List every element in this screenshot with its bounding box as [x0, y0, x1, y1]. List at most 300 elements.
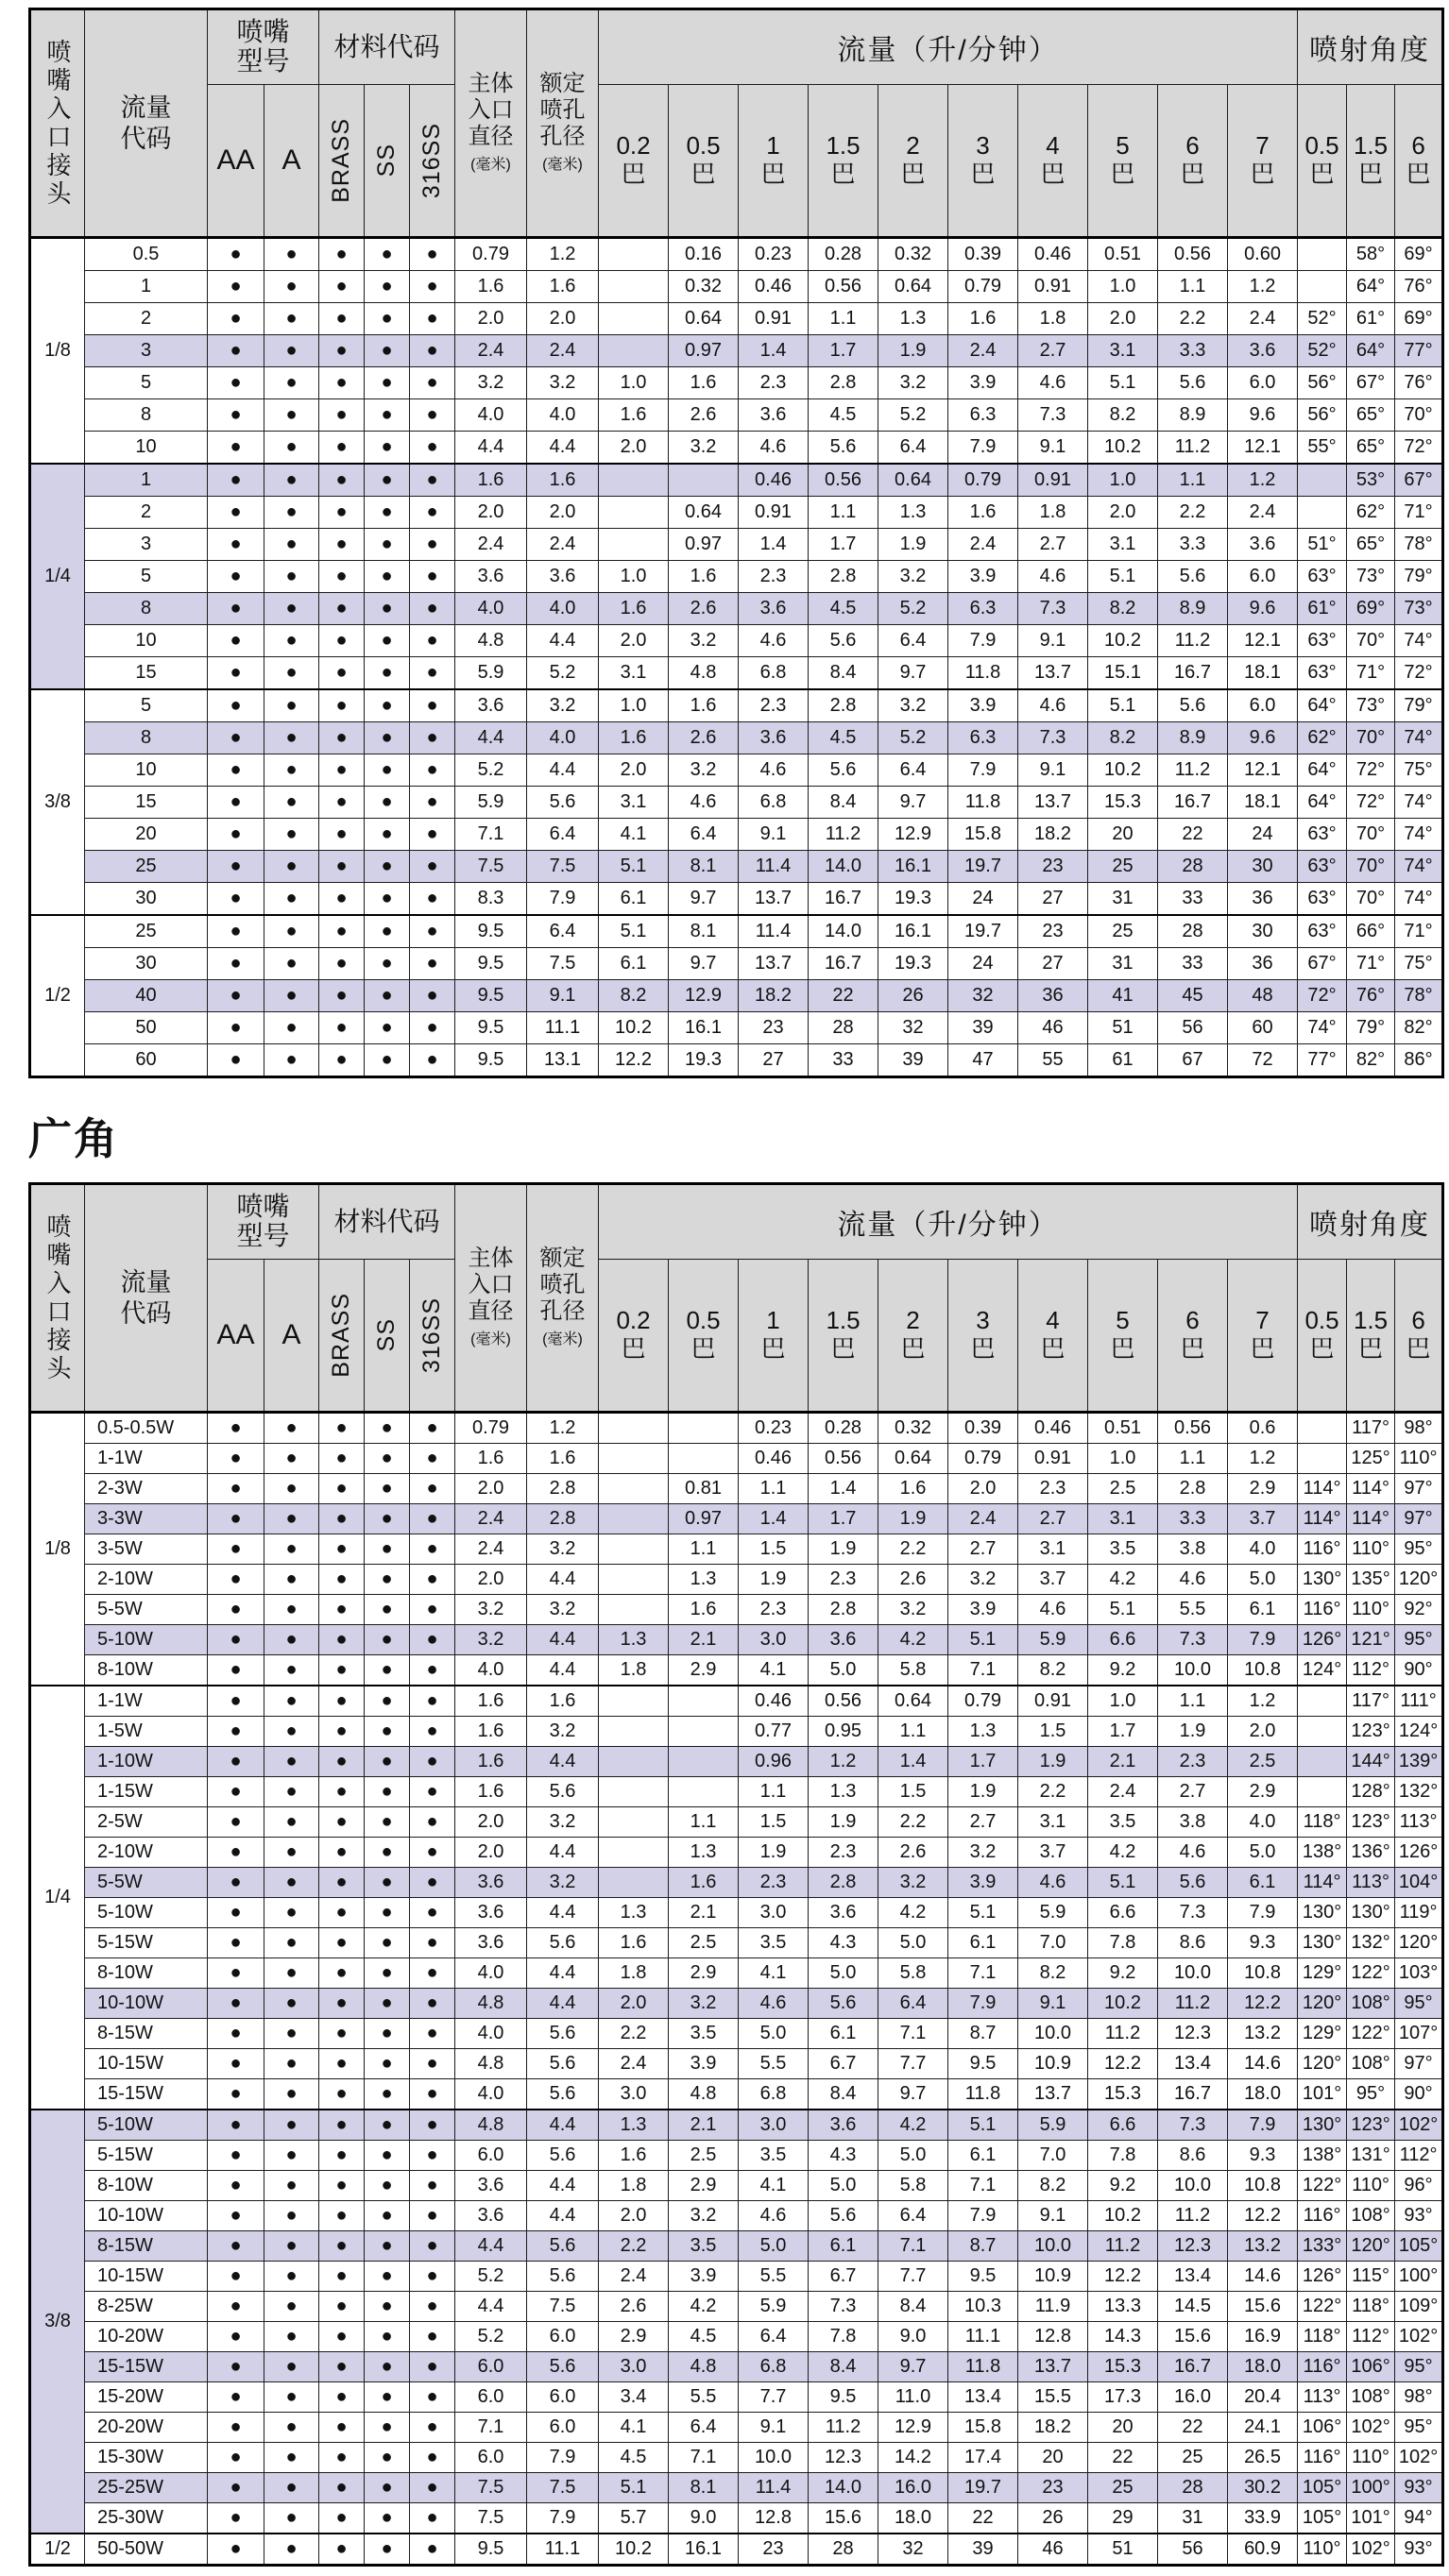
- flow-value-cell: 8.7: [948, 2019, 1018, 2049]
- flow-value-cell: 19.3: [878, 948, 948, 980]
- availability-dot: ●: [410, 787, 455, 819]
- flow-value-cell: 2.3: [809, 1565, 878, 1595]
- availability-dot: ●: [319, 2352, 365, 2382]
- availability-dot: ●: [208, 335, 264, 367]
- availability-dot: ●: [264, 1868, 319, 1898]
- angle-value-cell: 114°: [1298, 1868, 1347, 1898]
- body-diameter-cell: 4.4: [455, 722, 527, 754]
- flow-value-cell: 0.95: [809, 1717, 878, 1747]
- flow-value-cell: 1.9: [809, 1807, 878, 1838]
- availability-dot: ●: [319, 787, 365, 819]
- flow-code-cell: 10-20W: [85, 2322, 208, 2352]
- orifice-diameter-cell: 5.6: [527, 1928, 599, 1958]
- availability-dot: ●: [208, 2079, 264, 2110]
- flow-value-cell: 18.1: [1228, 657, 1298, 690]
- flow-value-cell: 20.4: [1228, 2382, 1298, 2413]
- flow-value-cell: 23: [739, 2534, 809, 2566]
- angle-value-cell: 110°: [1347, 1534, 1395, 1565]
- flow-value-cell: 3.6: [1228, 335, 1298, 367]
- body-diameter-cell: 6.0: [455, 2141, 527, 2171]
- flow-value-cell: 1.7: [1088, 1717, 1158, 1747]
- angle-value-cell: 76°: [1347, 980, 1395, 1012]
- angle-value-cell: 100°: [1395, 2262, 1443, 2292]
- table-row: [30, 1868, 1443, 1898]
- flow-value-cell: 30.2: [1228, 2473, 1298, 2503]
- flow-value-cell: 0.32: [878, 1413, 948, 1444]
- flow-value-cell: 8.2: [1018, 1655, 1088, 1686]
- angle-value-cell: 102°: [1395, 2443, 1443, 2473]
- inlet-header-vertical-text: 喷嘴入口接头: [43, 1212, 72, 1383]
- availability-dot: ●: [319, 1504, 365, 1534]
- flow-value-cell: 4.5: [809, 399, 878, 432]
- body-diameter-cell: 1.6: [455, 1444, 527, 1474]
- column-header-model-a: A: [264, 1260, 319, 1413]
- flow-value-cell: 15.3: [1088, 2079, 1158, 2110]
- angle-value-cell: 122°: [1347, 2019, 1395, 2049]
- availability-dot: ●: [365, 2019, 410, 2049]
- availability-dot: ●: [365, 497, 410, 529]
- angle-value-cell: 73°: [1347, 561, 1395, 593]
- flow-value-cell: 5.1: [1088, 1595, 1158, 1625]
- angle-value-cell: 113°: [1298, 2382, 1347, 2413]
- flow-value-cell: 16.0: [1158, 2382, 1228, 2413]
- availability-dot: ●: [319, 399, 365, 432]
- flow-value-cell: 6.7: [809, 2049, 878, 2079]
- flow-value-cell: 28: [809, 2534, 878, 2566]
- flow-code-cell: 3-5W: [85, 1534, 208, 1565]
- angle-value-cell: 97°: [1395, 1504, 1443, 1534]
- angle-value-cell: 114°: [1347, 1474, 1395, 1504]
- flow-value-cell: [599, 1717, 669, 1747]
- body-diameter-cell: 3.2: [455, 1625, 527, 1655]
- flow-value-cell: 4.6: [669, 787, 739, 819]
- flow-value-cell: 8.4: [809, 787, 878, 819]
- flow-value-cell: 2.8: [809, 1868, 878, 1898]
- flow-code-cell: 0.5-0.5W: [85, 1413, 208, 1444]
- angle-value-cell: 102°: [1347, 2534, 1395, 2566]
- orifice-diameter-cell: 5.6: [527, 2079, 599, 2110]
- availability-dot: ●: [208, 883, 264, 916]
- availability-dot: ●: [365, 271, 410, 303]
- flow-value-cell: 39: [948, 2534, 1018, 2566]
- flow-value-cell: 12.9: [669, 980, 739, 1012]
- flow-value-cell: 10.8: [1228, 2171, 1298, 2201]
- column-header-flow-rate: 流量（升/分钟）: [599, 9, 1298, 85]
- availability-dot: ●: [410, 593, 455, 625]
- orifice-diameter-cell: 5.6: [527, 2231, 599, 2262]
- flow-value-cell: 26.5: [1228, 2443, 1298, 2473]
- angle-value-cell: 103°: [1395, 1958, 1443, 1989]
- availability-dot: ●: [319, 238, 365, 271]
- column-header-pressure-7bar: 7 巴: [1228, 85, 1298, 238]
- availability-dot: ●: [208, 819, 264, 851]
- angle-value-cell: 108°: [1347, 2201, 1395, 2231]
- availability-dot: ●: [365, 2079, 410, 2110]
- flow-value-cell: 6.1: [1228, 1595, 1298, 1625]
- angle-value-cell: 120°: [1347, 2231, 1395, 2262]
- availability-dot: ●: [208, 1655, 264, 1686]
- flow-value-cell: 15.1: [1088, 657, 1158, 690]
- availability-dot: ●: [365, 625, 410, 657]
- angle-value-cell: 72°: [1395, 432, 1443, 465]
- flow-code-cell: 50-50W: [85, 2534, 208, 2566]
- flow-value-cell: 16.1: [669, 1012, 739, 1044]
- flow-value-cell: 6.4: [878, 625, 948, 657]
- availability-dot: ●: [264, 1686, 319, 1717]
- flow-value-cell: 13.4: [1158, 2262, 1228, 2292]
- flow-value-cell: 3.7: [1228, 1504, 1298, 1534]
- flow-value-cell: 1.3: [599, 2110, 669, 2141]
- table-row: [30, 689, 1443, 722]
- flow-value-cell: 5.8: [878, 1958, 948, 1989]
- flow-value-cell: 56: [1158, 1012, 1228, 1044]
- flow-value-cell: 12.2: [1228, 1989, 1298, 2019]
- angle-value-cell: 114°: [1298, 1504, 1347, 1534]
- angle-value-cell: 110°: [1347, 2443, 1395, 2473]
- table-row: [30, 819, 1443, 851]
- angle-value-cell: 119°: [1395, 1898, 1443, 1928]
- angle-value-cell: 75°: [1395, 948, 1443, 980]
- flow-code-cell: 2-3W: [85, 1474, 208, 1504]
- flow-value-cell: 5.1: [1088, 1868, 1158, 1898]
- availability-dot: ●: [208, 1044, 264, 1077]
- flow-value-cell: 0.81: [669, 1474, 739, 1504]
- angle-value-cell: 78°: [1395, 980, 1443, 1012]
- flow-value-cell: 25: [1088, 851, 1158, 883]
- flow-value-cell: 48: [1228, 980, 1298, 1012]
- material-vertical-text: BRASS: [328, 1293, 355, 1378]
- flow-value-cell: 7.8: [809, 2322, 878, 2352]
- flow-value-cell: 10.2: [599, 2534, 669, 2566]
- availability-dot: ●: [208, 851, 264, 883]
- angle-value-cell: 51°: [1298, 529, 1347, 561]
- column-header-pressure-5bar: 5 巴: [1088, 85, 1158, 238]
- flow-value-cell: 1.2: [809, 1747, 878, 1777]
- angle-value-cell: 64°: [1298, 787, 1347, 819]
- availability-dot: ●: [365, 561, 410, 593]
- flow-code-cell: 5-15W: [85, 2141, 208, 2171]
- flow-value-cell: 12.2: [1088, 2049, 1158, 2079]
- availability-dot: ●: [410, 1928, 455, 1958]
- availability-dot: ●: [319, 2292, 365, 2322]
- availability-dot: ●: [264, 561, 319, 593]
- angle-value-cell: 122°: [1347, 1958, 1395, 1989]
- angle-value-cell: 120°: [1395, 1928, 1443, 1958]
- flow-value-cell: 3.5: [739, 1928, 809, 1958]
- orifice-diameter-cell: 5.6: [527, 2141, 599, 2171]
- flow-value-cell: 0.28: [809, 1413, 878, 1444]
- flow-code-cell: 30: [85, 883, 208, 916]
- availability-dot: ●: [208, 1747, 264, 1777]
- flow-value-cell: 3.2: [878, 1868, 948, 1898]
- availability-dot: ●: [410, 1717, 455, 1747]
- availability-dot: ●: [365, 787, 410, 819]
- flow-value-cell: 2.0: [599, 625, 669, 657]
- flow-code-cell: 10: [85, 754, 208, 787]
- orifice-diameter-cell: 4.4: [527, 754, 599, 787]
- body-diameter-cell: 2.0: [455, 1474, 527, 1504]
- angle-value-cell: 90°: [1395, 2079, 1443, 2110]
- flow-value-cell: 3.9: [669, 2262, 739, 2292]
- flow-value-cell: 2.4: [599, 2262, 669, 2292]
- flow-value-cell: 11.8: [948, 2352, 1018, 2382]
- availability-dot: ●: [208, 2171, 264, 2201]
- availability-dot: ●: [365, 1444, 410, 1474]
- angle-value-cell: 53°: [1347, 464, 1395, 497]
- flow-value-cell: 2.4: [1088, 1777, 1158, 1807]
- flow-value-cell: 2.8: [809, 689, 878, 722]
- orifice-diameter-cell: 7.5: [527, 2292, 599, 2322]
- angle-value-cell: 120°: [1298, 1989, 1347, 2019]
- flow-value-cell: 8.9: [1158, 593, 1228, 625]
- angle-value-cell: 116°: [1298, 1534, 1347, 1565]
- flow-value-cell: 6.8: [739, 2352, 809, 2382]
- flow-value-cell: 2.3: [739, 1595, 809, 1625]
- flow-value-cell: 9.1: [1018, 754, 1088, 787]
- availability-dot: ●: [264, 625, 319, 657]
- column-header-body-inlet-diameter: 主体 入口 直径 (毫米): [455, 1184, 527, 1413]
- angle-value-cell: 72°: [1347, 754, 1395, 787]
- flow-value-cell: 1.1: [1158, 271, 1228, 303]
- angle-value-cell: 93°: [1395, 2201, 1443, 2231]
- flow-value-cell: 17.3: [1088, 2382, 1158, 2413]
- availability-dot: ●: [319, 1413, 365, 1444]
- availability-dot: ●: [410, 1534, 455, 1565]
- flow-value-cell: 0.91: [1018, 1444, 1088, 1474]
- availability-dot: ●: [264, 1444, 319, 1474]
- angle-value-cell: 128°: [1347, 1777, 1395, 1807]
- flow-value-cell: 1.7: [809, 335, 878, 367]
- flow-value-cell: 7.8: [1088, 1928, 1158, 1958]
- column-header-pressure-5bar: 5 巴: [1088, 1260, 1158, 1413]
- flow-value-cell: 0.96: [739, 1747, 809, 1777]
- flow-value-cell: 10.0: [1158, 2171, 1228, 2201]
- flow-value-cell: 1.6: [948, 303, 1018, 335]
- flow-value-cell: 18.2: [1018, 819, 1088, 851]
- flow-value-cell: 2.1: [669, 2110, 739, 2141]
- flow-value-cell: 0.56: [809, 1444, 878, 1474]
- orifice-diameter-cell: 9.1: [527, 980, 599, 1012]
- flow-value-cell: 1.4: [739, 529, 809, 561]
- angle-value-cell: 108°: [1347, 2049, 1395, 2079]
- flow-value-cell: 0.60: [1228, 238, 1298, 271]
- table-row: [30, 271, 1443, 303]
- flow-value-cell: 5.9: [1018, 2110, 1088, 2141]
- flow-value-cell: 6.7: [809, 2262, 878, 2292]
- availability-dot: ●: [208, 1838, 264, 1868]
- orifice-diameter-cell: 6.0: [527, 2382, 599, 2413]
- table-row: [30, 1747, 1443, 1777]
- orifice-diameter-cell: 4.4: [527, 432, 599, 465]
- flow-value-cell: 3.6: [809, 1625, 878, 1655]
- flow-value-cell: 3.7: [1018, 1565, 1088, 1595]
- table-body: [30, 1413, 1443, 2566]
- flow-code-cell: 10-10W: [85, 1989, 208, 2019]
- flow-value-cell: 2.2: [1018, 1777, 1088, 1807]
- flow-value-cell: 3.9: [948, 561, 1018, 593]
- angle-value-cell: 132°: [1395, 1777, 1443, 1807]
- orifice-diameter-cell: 4.4: [527, 1838, 599, 1868]
- orifice-diameter-cell: 11.1: [527, 1012, 599, 1044]
- availability-dot: ●: [365, 1958, 410, 1989]
- flow-value-cell: 9.0: [669, 2503, 739, 2534]
- column-header-spray-angle: 喷射角度: [1298, 1184, 1443, 1260]
- angle-value-cell: 65°: [1347, 529, 1395, 561]
- flow-value-cell: 1.7: [809, 529, 878, 561]
- flow-value-cell: 2.0: [599, 754, 669, 787]
- flow-value-cell: 1.3: [599, 1898, 669, 1928]
- flow-value-cell: 14.0: [809, 2473, 878, 2503]
- body-diameter-cell: 4.8: [455, 1989, 527, 2019]
- flow-value-cell: 4.2: [669, 2292, 739, 2322]
- availability-dot: ●: [208, 1534, 264, 1565]
- availability-dot: ●: [208, 1777, 264, 1807]
- orifice-diameter-cell: 4.0: [527, 399, 599, 432]
- flow-value-cell: 20: [1088, 2413, 1158, 2443]
- flow-value-cell: 5.7: [599, 2503, 669, 2534]
- material-vertical-text: 316SS: [418, 122, 446, 199]
- flow-code-cell: 25-25W: [85, 2473, 208, 2503]
- flow-value-cell: 1.8: [599, 2171, 669, 2201]
- availability-dot: ●: [264, 1777, 319, 1807]
- flow-value-cell: 2.6: [878, 1838, 948, 1868]
- flow-value-cell: 2.5: [669, 2141, 739, 2171]
- flow-value-cell: 6.3: [948, 722, 1018, 754]
- angle-value-cell: 98°: [1395, 1413, 1443, 1444]
- flow-value-cell: 2.7: [1018, 335, 1088, 367]
- availability-dot: ●: [410, 2019, 455, 2049]
- availability-dot: ●: [319, 2413, 365, 2443]
- availability-dot: ●: [264, 2141, 319, 2171]
- flow-value-cell: 8.9: [1158, 399, 1228, 432]
- angle-value-cell: 136°: [1347, 1838, 1395, 1868]
- header-row-columns: [30, 1260, 1443, 1413]
- availability-dot: ●: [264, 2413, 319, 2443]
- flow-value-cell: 11.2: [1158, 754, 1228, 787]
- flow-value-cell: [669, 1747, 739, 1777]
- column-header-pressure-1bar: 1 巴: [739, 85, 809, 238]
- body-diameter-cell: 2.4: [455, 529, 527, 561]
- availability-dot: ●: [264, 399, 319, 432]
- angle-value-cell: 101°: [1347, 2503, 1395, 2534]
- availability-dot: ●: [208, 2141, 264, 2171]
- flow-value-cell: 2.5: [1088, 1474, 1158, 1504]
- flow-value-cell: 0.51: [1088, 1413, 1158, 1444]
- flow-value-cell: 2.9: [1228, 1777, 1298, 1807]
- orifice-diameter-cell: 4.4: [527, 1989, 599, 2019]
- availability-dot: ●: [410, 303, 455, 335]
- flow-value-cell: 1.2: [1228, 1686, 1298, 1717]
- flow-value-cell: 4.0: [1228, 1807, 1298, 1838]
- flow-value-cell: 2.2: [878, 1807, 948, 1838]
- angle-value-cell: 75°: [1395, 754, 1443, 787]
- flow-value-cell: 41: [1088, 980, 1158, 1012]
- flow-value-cell: 6.8: [739, 657, 809, 690]
- availability-dot: ●: [208, 689, 264, 722]
- angle-value-cell: 67°: [1347, 367, 1395, 399]
- angle-value-cell: 72°: [1347, 787, 1395, 819]
- flow-value-cell: 0.46: [739, 1444, 809, 1474]
- flow-value-cell: 1.4: [739, 335, 809, 367]
- availability-dot: ●: [410, 1989, 455, 2019]
- flow-value-cell: 5.9: [739, 2292, 809, 2322]
- availability-dot: ●: [264, 1807, 319, 1838]
- availability-dot: ●: [208, 1504, 264, 1534]
- flow-value-cell: 7.1: [948, 2171, 1018, 2201]
- body-diameter-cell: 3.6: [455, 561, 527, 593]
- flow-value-cell: 2.1: [1088, 1747, 1158, 1777]
- availability-dot: ●: [365, 2292, 410, 2322]
- flow-value-cell: 2.3: [1018, 1474, 1088, 1504]
- availability-dot: ●: [319, 1868, 365, 1898]
- material-vertical-text: SS: [373, 144, 401, 178]
- flow-value-cell: 2.0: [948, 1474, 1018, 1504]
- flow-code-cell: 3: [85, 335, 208, 367]
- flow-value-cell: 8.2: [1088, 399, 1158, 432]
- flow-value-cell: 3.6: [1228, 529, 1298, 561]
- flow-value-cell: 0.97: [669, 1504, 739, 1534]
- flow-value-cell: 1.4: [739, 1504, 809, 1534]
- angle-value-cell: 105°: [1298, 2473, 1347, 2503]
- flow-value-cell: 3.9: [948, 1868, 1018, 1898]
- flow-value-cell: 2.9: [669, 2171, 739, 2201]
- inlet-group-cell: 1/4: [30, 464, 85, 689]
- flow-value-cell: 3.3: [1158, 529, 1228, 561]
- angle-value-cell: 76°: [1395, 367, 1443, 399]
- flow-value-cell: 2.5: [669, 1928, 739, 1958]
- flow-value-cell: 1.5: [739, 1534, 809, 1565]
- orifice-diameter-cell: 1.6: [527, 271, 599, 303]
- flow-value-cell: 14.6: [1228, 2262, 1298, 2292]
- angle-value-cell: 74°: [1395, 722, 1443, 754]
- flow-value-cell: 8.6: [1158, 2141, 1228, 2171]
- orifice-diameter-cell: 3.6: [527, 561, 599, 593]
- availability-dot: ●: [208, 1595, 264, 1625]
- flow-value-cell: 22: [809, 980, 878, 1012]
- flow-value-cell: 4.1: [599, 2413, 669, 2443]
- orifice-diameter-cell: 2.8: [527, 1504, 599, 1534]
- availability-dot: ●: [208, 787, 264, 819]
- flow-value-cell: 4.6: [1018, 367, 1088, 399]
- table-row: [30, 593, 1443, 625]
- angle-value-cell: 135°: [1347, 1565, 1395, 1595]
- flow-code-cell: 2-10W: [85, 1565, 208, 1595]
- availability-dot: ●: [208, 399, 264, 432]
- availability-dot: ●: [264, 1717, 319, 1747]
- availability-dot: ●: [365, 1413, 410, 1444]
- flow-value-cell: 22: [948, 2503, 1018, 2534]
- availability-dot: ●: [208, 1413, 264, 1444]
- availability-dot: ●: [319, 1898, 365, 1928]
- angle-value-cell: [1298, 1717, 1347, 1747]
- angle-value-cell: 117°: [1347, 1686, 1395, 1717]
- flow-value-cell: 1.5: [739, 1807, 809, 1838]
- angle-value-cell: 102°: [1347, 2413, 1395, 2443]
- flow-value-cell: [599, 303, 669, 335]
- flow-value-cell: 1.1: [739, 1777, 809, 1807]
- flow-value-cell: 0.64: [669, 303, 739, 335]
- flow-code-cell: 5-15W: [85, 1928, 208, 1958]
- availability-dot: ●: [264, 1534, 319, 1565]
- body-diameter-cell: 2.0: [455, 1807, 527, 1838]
- flow-value-cell: 16.1: [878, 851, 948, 883]
- flow-value-cell: 3.2: [669, 754, 739, 787]
- flow-value-cell: 1.9: [878, 335, 948, 367]
- flow-code-cell: 60: [85, 1044, 208, 1077]
- orifice-diameter-cell: 4.4: [527, 1625, 599, 1655]
- flow-value-cell: 25: [1088, 2473, 1158, 2503]
- flow-value-cell: 13.4: [948, 2382, 1018, 2413]
